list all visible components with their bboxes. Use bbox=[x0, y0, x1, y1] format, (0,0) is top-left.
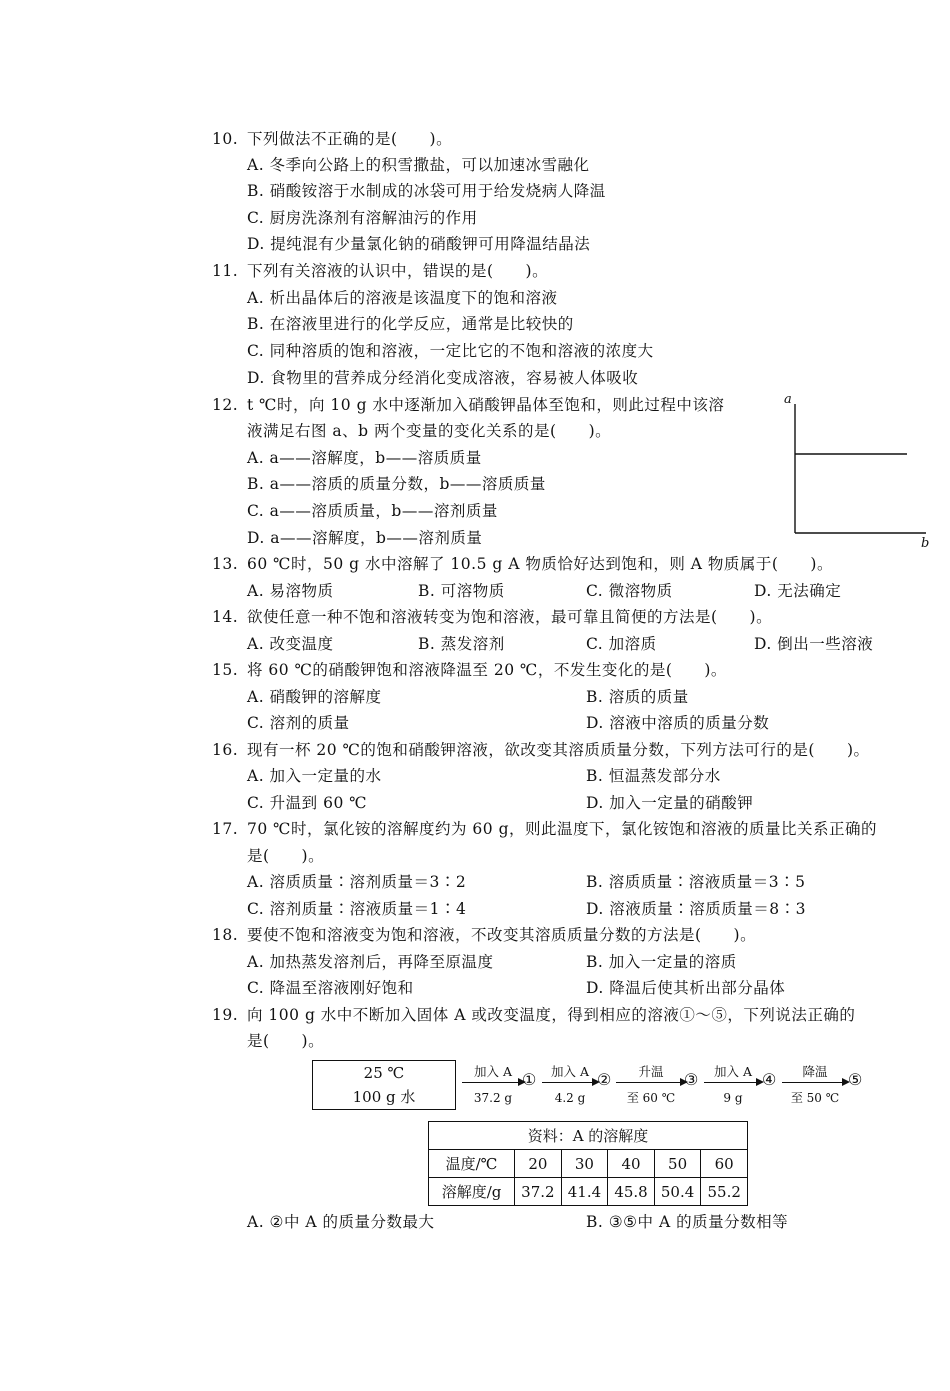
q16-option-c: C. 升温到 60 ℃ bbox=[247, 794, 368, 812]
q12-stem-1: t ℃时，向 10 g 水中逐渐加入硝酸钾晶体至饱和，则此过程中该溶 bbox=[247, 396, 725, 414]
table-row-head-temp: 温度/℃ bbox=[429, 1150, 515, 1178]
q15-stem: 将 60 ℃的硝酸钾饱和溶液降温至 20 ℃，不发生变化的是( )。 bbox=[247, 661, 727, 679]
q14-option-c: C. 加溶质 bbox=[586, 635, 657, 653]
q17-stem-1: 70 ℃时，氯化铵的溶解度约为 60 g，则此温度下，氯化铵饱和溶液的质量比关系正确的 bbox=[247, 820, 877, 838]
q15-option-b: B. 溶质的质量 bbox=[586, 688, 689, 706]
q12-graph bbox=[776, 392, 936, 552]
graph-x-label: b bbox=[921, 536, 930, 551]
q14-option-a: A. 改变温度 bbox=[247, 635, 334, 653]
q17-number: 17. bbox=[212, 820, 239, 838]
q12-option-c: C. a——溶质质量，b——溶剂质量 bbox=[247, 502, 498, 520]
q14-option-b: B. 蒸发溶剂 bbox=[418, 635, 505, 653]
q19-option-a: A. ②中 A 的质量分数最大 bbox=[247, 1213, 435, 1231]
q13-option-d: D. 无法确定 bbox=[754, 582, 842, 600]
q11-option-b: B. 在溶液里进行的化学反应，通常是比较快的 bbox=[247, 315, 574, 333]
table-cell: 55.2 bbox=[701, 1178, 748, 1206]
q13-option-c: C. 微溶物质 bbox=[586, 582, 673, 600]
table-cell: 40 bbox=[608, 1150, 655, 1178]
flow-arrow-2 bbox=[542, 1082, 598, 1083]
table-cell: 30 bbox=[561, 1150, 608, 1178]
q19-stem-2: 是( )。 bbox=[247, 1032, 325, 1050]
q18-option-d: D. 降温后使其析出部分晶体 bbox=[586, 979, 786, 997]
q13-option-a: A. 易溶物质 bbox=[247, 582, 334, 600]
flow-node-2: ② bbox=[597, 1070, 612, 1089]
q10-option-c: C. 厨房洗涤剂有溶解油污的作用 bbox=[247, 209, 478, 227]
q18-option-a: A. 加热蒸发溶剂后，再降至原温度 bbox=[247, 953, 494, 971]
table-row-solubility bbox=[429, 1178, 748, 1206]
flow-step-5 bbox=[780, 1064, 850, 1110]
flow-start-temp: 25 ℃ bbox=[363, 1064, 405, 1082]
flow-start-water: 100 g 水 bbox=[352, 1088, 416, 1106]
flow-arrow-4 bbox=[704, 1082, 762, 1083]
q12-option-d: D. a——溶解度，b——溶剂质量 bbox=[247, 529, 483, 547]
q15-option-c: C. 溶剂的质量 bbox=[247, 714, 350, 732]
q13-number: 13. bbox=[212, 555, 239, 573]
q11-stem: 下列有关溶液的认识中，错误的是( )。 bbox=[247, 262, 549, 280]
flow-arrow-5 bbox=[782, 1082, 848, 1083]
q10-option-b: B. 硝酸铵溶于水制成的冰袋可用于给发烧病人降温 bbox=[247, 182, 606, 200]
flow-step-3 bbox=[614, 1064, 688, 1110]
flow-step-3-amount: 至 60 ℃ bbox=[626, 1091, 676, 1105]
q15-number: 15. bbox=[212, 661, 239, 679]
flow-node-5: ⑤ bbox=[848, 1070, 863, 1089]
q19-solubility-table bbox=[428, 1121, 748, 1206]
q11-option-a: A. 析出晶体后的溶液是该温度下的饱和溶液 bbox=[247, 289, 558, 307]
q11-option-d: D. 食物里的营养成分经消化变成溶液，容易被人体吸收 bbox=[247, 369, 639, 387]
table-caption: 资料：A 的溶解度 bbox=[429, 1122, 748, 1150]
q16-option-d: D. 加入一定量的硝酸钾 bbox=[586, 794, 754, 812]
flow-node-3: ③ bbox=[684, 1070, 699, 1089]
q12-option-b: B. a——溶质的质量分数，b——溶质质量 bbox=[247, 475, 546, 493]
q13-stem: 60 ℃时，50 g 水中溶解了 10.5 g A 物质恰好达到饱和，则 A 物质属于( )。 bbox=[247, 555, 833, 573]
flow-step-1-amount: 37.2 g bbox=[473, 1091, 513, 1105]
q18-option-b: B. 加入一定量的溶质 bbox=[586, 953, 737, 971]
flow-step-4 bbox=[702, 1064, 764, 1110]
flow-step-5-action: 降温 bbox=[802, 1064, 828, 1079]
flow-step-2 bbox=[540, 1064, 600, 1110]
q12-graph-svg bbox=[776, 392, 936, 552]
flow-step-2-action: 加入 A bbox=[550, 1064, 589, 1079]
q19-stem-1: 向 100 g 水中不断加入固体 A 或改变温度，得到相应的溶液①～⑤，下列说法正确的 bbox=[247, 1006, 856, 1024]
table-row-head-solubility: 溶解度/g bbox=[429, 1178, 515, 1206]
q17-option-a: A. 溶质质量∶溶剂质量＝3∶2 bbox=[247, 873, 467, 891]
flow-arrow-3 bbox=[616, 1082, 686, 1083]
table-cell: 37.2 bbox=[515, 1178, 562, 1206]
q16-option-a: A. 加入一定量的水 bbox=[247, 767, 382, 785]
q19-option-b: B. ③⑤中 A 的质量分数相等 bbox=[586, 1213, 789, 1231]
q15-option-d: D. 溶液中溶质的质量分数 bbox=[586, 714, 770, 732]
q18-number: 18. bbox=[212, 926, 239, 944]
q18-option-c: C. 降温至溶液刚好饱和 bbox=[247, 979, 414, 997]
q16-number: 16. bbox=[212, 741, 239, 759]
q11-number: 11. bbox=[212, 262, 239, 280]
graph-y-label: a bbox=[784, 392, 792, 407]
q19-flow-diagram bbox=[312, 1060, 872, 1116]
table-row-temperature bbox=[429, 1150, 748, 1178]
flow-step-4-action: 加入 A bbox=[713, 1064, 752, 1079]
q10-option-d: D. 提纯混有少量氯化钠的硝酸钾可用降温结晶法 bbox=[247, 235, 591, 253]
table-cell: 60 bbox=[701, 1150, 748, 1178]
q14-number: 14. bbox=[212, 608, 239, 626]
q14-option-d: D. 倒出一些溶液 bbox=[754, 635, 874, 653]
table-cell: 50 bbox=[654, 1150, 701, 1178]
flow-step-2-amount: 4.2 g bbox=[554, 1091, 586, 1105]
flow-step-1 bbox=[460, 1064, 526, 1110]
q16-stem: 现有一杯 20 ℃的饱和硝酸钾溶液，欲改变其溶质质量分数，下列方法可行的是( )。 bbox=[247, 741, 870, 759]
flow-start-box bbox=[312, 1060, 456, 1110]
flow-node-1: ① bbox=[522, 1070, 537, 1089]
q15-option-a: A. 硝酸钾的溶解度 bbox=[247, 688, 382, 706]
q16-option-b: B. 恒温蒸发部分水 bbox=[586, 767, 721, 785]
q17-option-b: B. 溶质质量∶溶液质量＝3∶5 bbox=[586, 873, 806, 891]
flow-step-3-action: 升温 bbox=[638, 1064, 664, 1079]
table-cell: 45.8 bbox=[608, 1178, 655, 1206]
q11-option-c: C. 同种溶质的饱和溶液，一定比它的不饱和溶液的浓度大 bbox=[247, 342, 654, 360]
q10-option-a: A. 冬季向公路上的积雪撒盐，可以加速冰雪融化 bbox=[247, 156, 590, 174]
q12-number: 12. bbox=[212, 396, 239, 414]
q13-option-b: B. 可溶物质 bbox=[418, 582, 505, 600]
q17-stem-2: 是( )。 bbox=[247, 847, 325, 865]
flow-step-1-action: 加入 A bbox=[473, 1064, 512, 1079]
flow-step-5-amount: 至 50 ℃ bbox=[790, 1091, 840, 1105]
q14-stem: 欲使任意一种不饱和溶液转变为饱和溶液，最可靠且简便的方法是( )。 bbox=[247, 608, 773, 626]
table-cell: 20 bbox=[515, 1150, 562, 1178]
q10-number: 10. bbox=[212, 130, 239, 148]
table-cell: 50.4 bbox=[654, 1178, 701, 1206]
q10-stem: 下列做法不正确的是( )。 bbox=[247, 130, 453, 148]
q12-stem-2: 液满足右图 a、b 两个变量的变化关系的是( )。 bbox=[247, 422, 612, 440]
q18-stem: 要使不饱和溶液变为饱和溶液，不改变其溶质质量分数的方法是( )。 bbox=[247, 926, 757, 944]
q17-option-c: C. 溶剂质量∶溶液质量＝1∶4 bbox=[247, 900, 467, 918]
flow-step-4-amount: 9 g bbox=[723, 1091, 743, 1105]
flow-arrow-1 bbox=[462, 1082, 524, 1083]
q17-option-d: D. 溶液质量∶溶质质量＝8∶3 bbox=[586, 900, 806, 918]
q12-option-a: A. a——溶解度，b——溶质质量 bbox=[247, 449, 482, 467]
flow-node-4: ④ bbox=[762, 1070, 777, 1089]
q19-number: 19. bbox=[212, 1006, 239, 1024]
table-caption-row bbox=[429, 1122, 748, 1150]
table-cell: 41.4 bbox=[561, 1178, 608, 1206]
